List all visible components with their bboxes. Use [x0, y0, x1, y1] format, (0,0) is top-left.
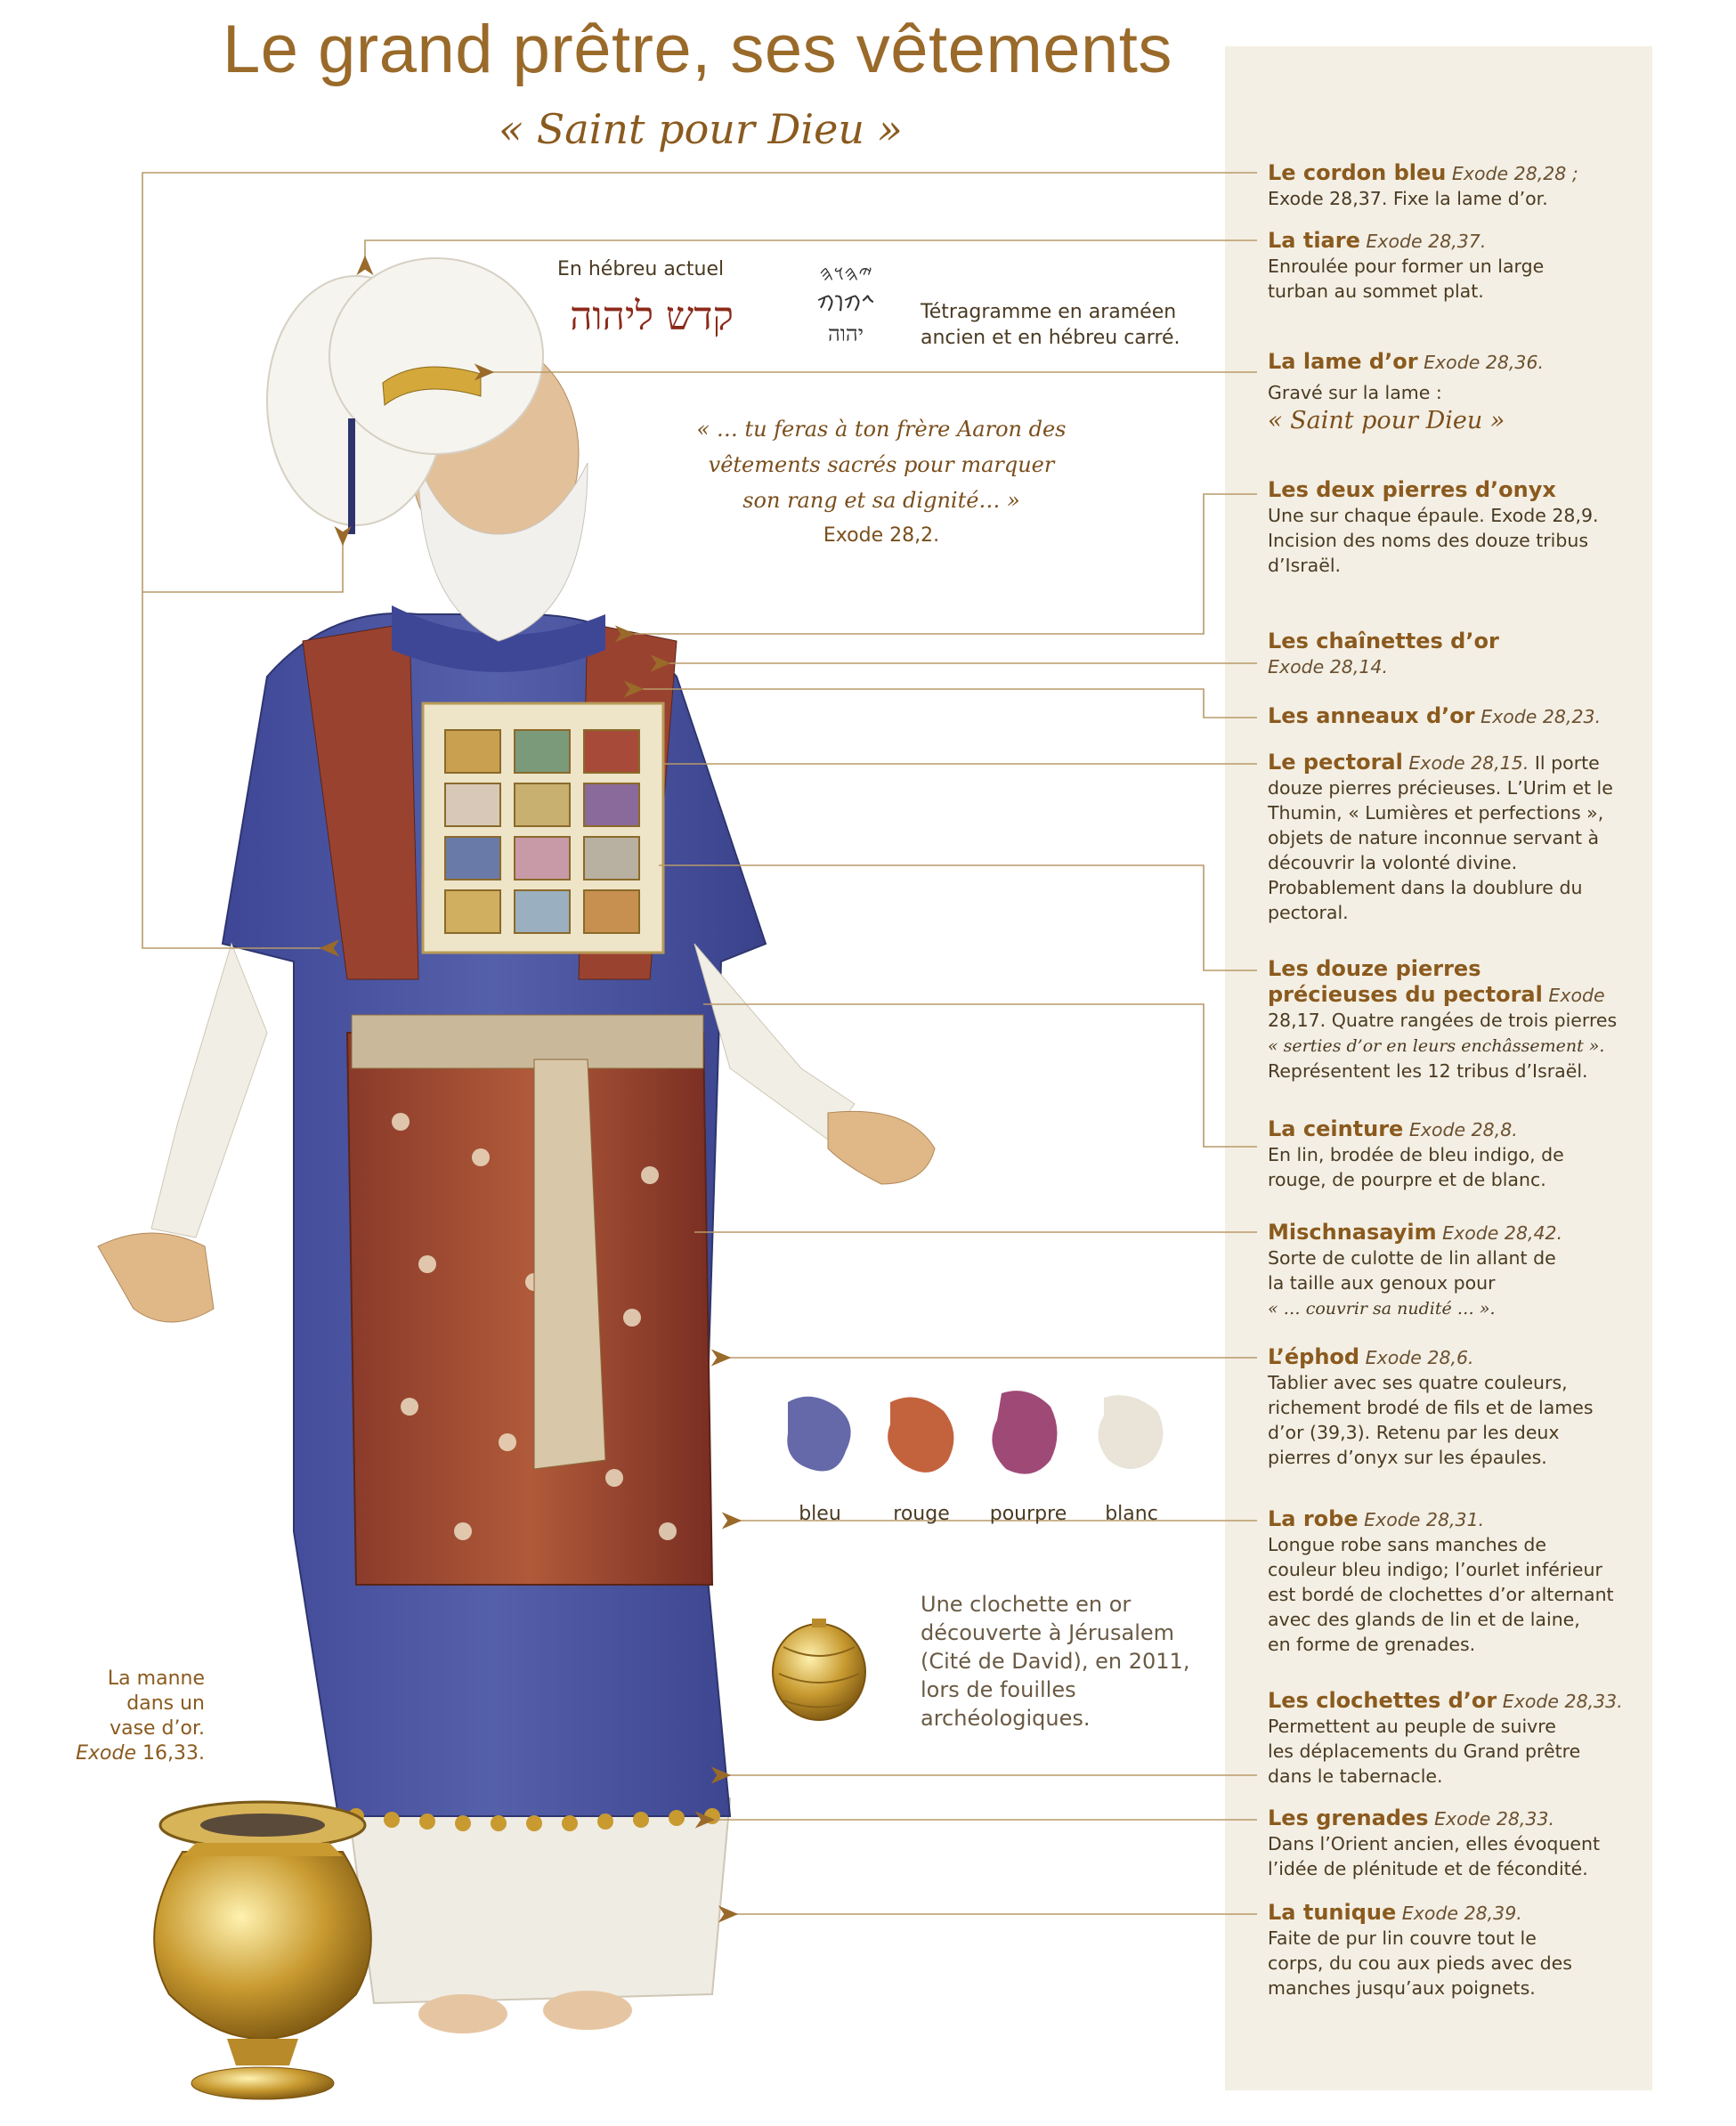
entry-ref: Exode 28,37.: [1366, 231, 1487, 252]
entry-line: la taille aux genoux pour: [1268, 1272, 1496, 1294]
entry-ephod: [1268, 1344, 1642, 1470]
swatch-rouge: [888, 1397, 953, 1473]
swatch-label-blanc: blanc: [1105, 1503, 1158, 1525]
entry-line: Dans l’Orient ancien, elles évoquent: [1268, 1833, 1601, 1854]
entry-line: Exode 28,37. Fixe la lame d’or.: [1268, 188, 1548, 209]
manna-ref-num: 16,33.: [142, 1742, 205, 1765]
entry-title: Les deux pierres d’onyx: [1268, 477, 1556, 502]
entry-title: Les chaînettes d’or: [1268, 629, 1499, 653]
golden-bell-image: [773, 1619, 865, 1720]
color-swatches: [787, 1391, 1163, 1473]
bell-line-3: (Cité de David), en 2011,: [921, 1649, 1190, 1674]
swatch-label-rouge: rouge: [893, 1503, 950, 1525]
bell-line-5: archéologiques.: [921, 1706, 1091, 1731]
entry-ref: Exode 28,28 ;: [1451, 163, 1578, 184]
entry-line: découvrir la volonté divine.: [1268, 852, 1518, 873]
entry-line: couleur bleu indigo; l’ourlet inférieur: [1268, 1559, 1602, 1580]
bell-caption: [921, 1590, 1205, 1732]
glyph-line-3: יהוה: [827, 321, 864, 346]
entry-ceinture: [1268, 1116, 1642, 1192]
entry-lame-or: [1268, 349, 1642, 434]
quote-ref: Exode 28,2.: [823, 524, 940, 547]
entry-ref: Exode 28,8.: [1408, 1119, 1518, 1140]
hebrew-label: En hébreu actuel: [557, 258, 725, 280]
entry-title: La robe: [1268, 1506, 1359, 1531]
quote-line-3: son rang et sa dignité… »: [742, 488, 1020, 513]
manna-caption: [36, 1667, 205, 1766]
entry-line: objets de nature inconnue servant à: [1268, 827, 1600, 848]
swatch-blanc: [1099, 1395, 1164, 1469]
entry-line: les déplacements du Grand prêtre: [1268, 1741, 1581, 1762]
entry-line: Thumin, « Lumières et perfections »,: [1268, 802, 1604, 824]
entry-italic: « … couvrir sa nudité … ».: [1268, 1299, 1496, 1319]
entry-line: Probablement dans la doublure du: [1268, 877, 1583, 898]
entry-line: En lin, brodée de bleu indigo, de: [1268, 1144, 1564, 1165]
entry-title: La tunique: [1268, 1900, 1397, 1925]
page-subtitle: « Saint pour Dieu »: [499, 105, 903, 153]
entry-ref: Exode 28,33.: [1434, 1808, 1555, 1830]
entry-onyx: [1268, 477, 1642, 578]
entry-title: Le pectoral: [1268, 750, 1403, 775]
bell-line-4: lors de fouilles: [921, 1677, 1076, 1702]
entry-title: Les grenades: [1268, 1805, 1429, 1830]
entry-line: Sorte de culotte de lin allant de: [1268, 1247, 1556, 1269]
entry-line: Incision des noms des douze tribus: [1268, 530, 1589, 551]
entry-line: turban au sommet plat.: [1268, 280, 1484, 302]
entry-line: Il porte: [1534, 752, 1600, 774]
tetragram-line-2: ancien et en hébreu carré.: [921, 327, 1180, 349]
entry-line: en forme de grenades.: [1268, 1634, 1476, 1655]
entry-chainettes: [1268, 629, 1642, 679]
entry-title-2: précieuses du pectoral: [1268, 982, 1543, 1007]
entry-italic: « serties d’or en leurs enchâssement ».: [1268, 1036, 1605, 1056]
entry-grenades: [1268, 1805, 1642, 1881]
entry-line: d’or (39,3). Retenu par les deux: [1268, 1422, 1560, 1443]
entry-title: Les douze pierres: [1268, 956, 1481, 981]
entry-ref: Exode 28,23.: [1480, 706, 1602, 727]
entry-line: rouge, de pourpre et de blanc.: [1268, 1169, 1546, 1190]
entry-line: Tablier avec ses quatre couleurs,: [1268, 1372, 1568, 1393]
entry-italic: « Saint pour Dieu »: [1268, 407, 1505, 434]
entry-line: Permettent au peuple de suivre: [1268, 1716, 1556, 1737]
entry-cordon-bleu: [1268, 160, 1642, 211]
entry-ref: Exode 28,42.: [1442, 1222, 1563, 1244]
entry-line: est bordé de clochettes d’or alternant: [1268, 1584, 1614, 1605]
entry-ref: Exode 28,39.: [1401, 1903, 1522, 1924]
entry-clochettes: [1268, 1688, 1642, 1789]
manna-line-3: vase d’or.: [110, 1717, 205, 1740]
entry-ref: Exode 28,6.: [1365, 1347, 1474, 1368]
glyph-line-2: 𐡉𐡄𐡅𐡄: [816, 291, 875, 316]
quote-line-2: vêtements sacrés pour marquer: [708, 452, 1055, 477]
entry-line: Exode 28,14.: [1268, 656, 1388, 678]
manna-ref: Exode: [76, 1742, 137, 1765]
entry-line: Faite de pur lin couvre tout le: [1268, 1927, 1537, 1949]
entry-pectoral: [1268, 750, 1642, 925]
swatch-bleu: [787, 1397, 850, 1472]
entry-line: Représentent les 12 tribus d’Israël.: [1268, 1060, 1588, 1082]
entry-line: l’idée de plénitude et de fécondité.: [1268, 1858, 1588, 1879]
entry-title: La lame d’or: [1268, 349, 1418, 374]
entry-douze-pierres: [1268, 956, 1642, 1083]
entry-title: L’éphod: [1268, 1344, 1360, 1369]
entry-line: Une sur chaque épaule. Exode 28,9.: [1268, 505, 1599, 526]
entry-title: Les clochettes d’or: [1268, 1688, 1497, 1713]
tetragram-caption: [921, 299, 1180, 351]
scripture-quote: [677, 411, 1086, 554]
entry-line: d’Israël.: [1268, 555, 1342, 576]
entry-ref: Exode 28,15.: [1408, 752, 1529, 774]
entry-line: dans le tabernacle.: [1268, 1765, 1443, 1787]
swatch-pourpre: [992, 1391, 1057, 1473]
manna-vase-image: [154, 1802, 371, 2099]
entry-line: corps, du cou aux pieds avec des: [1268, 1952, 1572, 1974]
entry-tiare: [1268, 228, 1642, 304]
quote-line-1: « … tu feras à ton frère Aaron des: [696, 417, 1067, 442]
manna-line-1: La manne: [107, 1668, 205, 1690]
tetragram-line-1: Tétragramme en araméen: [921, 301, 1177, 323]
swatch-label-bleu: bleu: [799, 1503, 841, 1525]
entry-title: La ceinture: [1268, 1116, 1404, 1141]
swatch-label-pourpre: pourpre: [989, 1503, 1067, 1525]
glyph-line-1: 𐤉𐤄𐤅𐤄: [819, 261, 872, 286]
manna-line-2: dans un: [126, 1692, 205, 1715]
entry-title: Mischnasayim: [1268, 1220, 1437, 1245]
entry-title: Le cordon bleu: [1268, 160, 1447, 185]
entry-mischnasayim: [1268, 1220, 1642, 1321]
entry-line: avec des glands de lin et de laine,: [1268, 1609, 1580, 1630]
entry-title: Les anneaux d’or: [1268, 703, 1475, 728]
entry-line: Enroulée pour former un large: [1268, 256, 1545, 277]
entry-ref: Exode 28,33.: [1502, 1691, 1623, 1712]
entry-ref: Exode 28,36.: [1424, 352, 1545, 373]
entry-line: pierres d’onyx sur les épaules.: [1268, 1447, 1547, 1468]
tetragram-glyphs: [810, 258, 881, 349]
entry-line: Gravé sur la lame :: [1268, 382, 1442, 403]
bell-line-2: découverte à Jérusalem: [921, 1620, 1175, 1645]
bell-line-1: Une clochette en or: [921, 1592, 1132, 1617]
entry-line: pectoral.: [1268, 902, 1349, 923]
entry-title: La tiare: [1268, 228, 1360, 253]
page-title: Le grand prêtre, ses vêtements: [223, 12, 1172, 87]
entry-tunique: [1268, 1900, 1642, 2000]
entry-ref: Exode 28,31.: [1364, 1509, 1485, 1530]
entry-anneaux: [1268, 703, 1642, 729]
entry-line: richement brodé de fils et de lames: [1268, 1397, 1594, 1418]
entry-line: manches jusqu’aux poignets.: [1268, 1977, 1536, 1999]
entry-line: douze pierres précieuses. L’Urim et le: [1268, 777, 1613, 799]
entry-ref: Exode: [1548, 985, 1605, 1006]
hebrew-text: קדש ליהוה: [570, 294, 734, 339]
entry-line: 28,17. Quatre rangées de trois pierres: [1268, 1010, 1618, 1031]
entry-line: Longue robe sans manches de: [1268, 1534, 1547, 1555]
entry-robe: [1268, 1506, 1642, 1657]
